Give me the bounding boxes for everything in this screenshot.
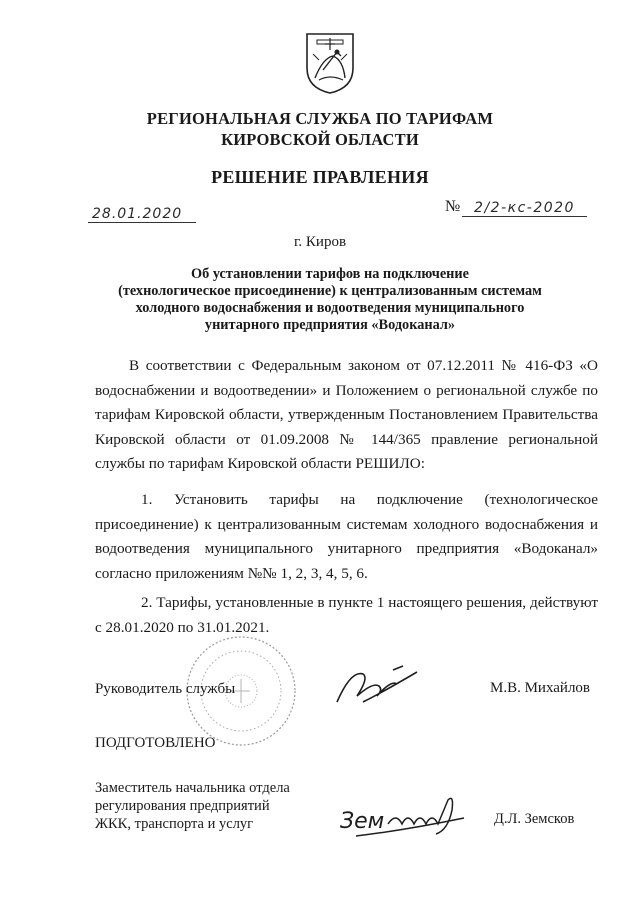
deputy-title	[95, 779, 325, 833]
subject-line-3: холодного водоснабжения и водоотведения муниципального	[135, 300, 525, 316]
document-number: 2/2-кс-2020	[462, 200, 587, 217]
prepared-label: ПОДГОТОВЛЕНО	[95, 735, 216, 751]
body-paragraph-1	[95, 354, 598, 477]
subject-heading	[100, 266, 560, 334]
deputy-signature-text: Зем	[340, 809, 385, 834]
head-name: М.В. Михайлов	[490, 680, 591, 696]
number-sign: №	[445, 198, 461, 215]
subject-line-4: унитарного предприятия «Водоканал»	[204, 317, 456, 333]
body-paragraph-3	[95, 591, 598, 640]
subject-line-2: (технологическое присоединение) к централизованным системам	[118, 283, 542, 299]
head-title: Руководитель службы	[95, 681, 236, 697]
subject-line-1: Об установлении тарифов на подключение	[190, 266, 469, 282]
agency-name-line-2: КИРОВСКОЙ ОБЛАСТИ	[221, 130, 419, 149]
deputy-title-line-3: ЖКК, транспорта и услуг	[95, 816, 254, 832]
head-signature-icon	[333, 662, 421, 710]
deputy-title-line-2: регулирования предприятий	[95, 798, 270, 814]
city: г. Киров	[293, 234, 347, 250]
deputy-title-line-1: Заместитель начальника отдела	[95, 780, 290, 796]
coat-of-arms-icon	[303, 30, 357, 96]
deputy-name: Д.Л. Земсков	[494, 811, 575, 827]
body-paragraph-2	[95, 488, 598, 586]
deputy-signature-icon	[336, 790, 474, 842]
paragraph-1-text: В соответствии с Федеральным законом от 07.12.2011 № 416-ФЗ «О водоснабжении и водоотведении» и Положением о региональной службе по тарифам Кировской области, утвержденным Постановлением Правительства Кировской области от 01.09.2008 № 144/365 правление региональной службы по тарифам Кировской области РЕШИЛО:	[95, 357, 598, 472]
document-date: 28.01.2020	[88, 206, 196, 223]
paragraph-2-text: 1. Установить тарифы на подключение (технологическое присоединение) к централизованным системам холодного водоснабжения и водоотведения муниципального унитарного предприятия «Водоканал» согласно приложениям №№ 1, 2, 3, 4, 5, 6.	[95, 491, 598, 582]
document-title: РЕШЕНИЕ ПРАВЛЕНИЯ	[211, 167, 429, 187]
agency-name-line-1: РЕГИОНАЛЬНАЯ СЛУЖБА ПО ТАРИФАМ	[146, 109, 494, 128]
paragraph-3-text: 2. Тарифы, установленные в пункте 1 настоящего решения, действуют с 28.01.2020 по 31.01.2021.	[95, 594, 598, 636]
